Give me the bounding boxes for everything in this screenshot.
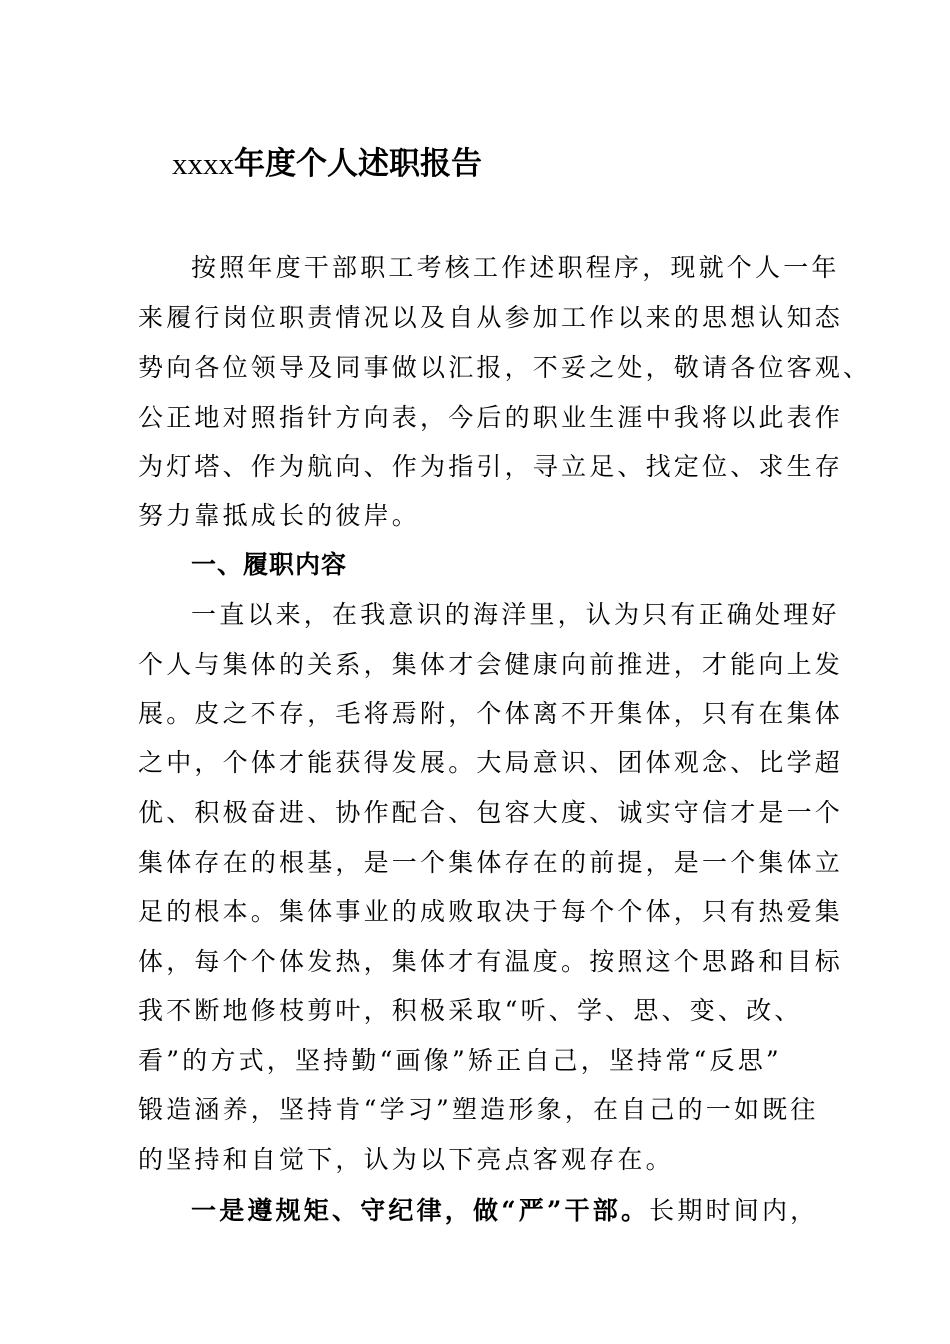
body-line: 之中，个体才能获得发展。大局意识、团体观念、比学超: [138, 748, 844, 777]
body-line: 看”的方式，坚持勤“画像”矫正自己，坚持常“反思”: [138, 1046, 782, 1075]
body-line: 一直以来，在我意识的海洋里，认为只有正确处理好: [191, 600, 840, 629]
intro-line: 努力靠抵成长的彼岸。: [138, 501, 421, 530]
body-line: 优、积极奋进、协作配合、包容大度、诚实守信才是一个: [138, 798, 844, 827]
point-lead-bold: 一是遵规矩、守纪律，做“严”干部。: [191, 1196, 650, 1225]
point-lead-text: 长期时间内，: [649, 1196, 819, 1225]
body-line: 足的根本。集体事业的成败取决于每个个体，只有热爱集: [138, 897, 844, 926]
intro-line: 为灯塔、作为航向、作为指引，寻立足、找定位、求生存: [138, 452, 844, 481]
intro-line: 势向各位领导及同事做以汇报，不妥之处，敬请各位客观、: [138, 353, 872, 382]
document-title: [172, 142, 482, 186]
body-line: 我不断地修枝剪叶，积极采取“听、学、思、变、改、: [138, 996, 803, 1025]
body-line: 锻造涵养，坚持肯“学习”塑造形象，在自己的一如既往: [138, 1095, 819, 1124]
body-line: 展。皮之不存，毛将焉附，个体离不开集体，只有在集体: [138, 699, 844, 728]
section-heading: 一、履职内容: [191, 550, 348, 579]
title-text: 年度个人述职报告: [234, 146, 482, 182]
body-line: 的坚持和自觉下，认为以下亮点客观存在。: [138, 1145, 674, 1174]
body-line: 集体存在的根基，是一个集体存在的前提，是一个集体立: [138, 848, 844, 877]
intro-line: 公正地对照指针方向表，今后的职业生涯中我将以此表作: [138, 403, 844, 432]
title-year-placeholder: xxxx: [172, 146, 234, 181]
intro-line: 来履行岗位职责情况以及自从参加工作以来的思想认知态: [138, 303, 844, 332]
body-line: 体，每个个体发热，集体才有温度。按照这个思路和目标: [138, 947, 844, 976]
point-line: [191, 1193, 818, 1229]
intro-line: 按照年度干部职工考核工作述职程序，现就个人一年: [191, 253, 840, 282]
body-line: 个人与集体的关系，集体才会健康向前推进，才能向上发: [138, 650, 844, 679]
